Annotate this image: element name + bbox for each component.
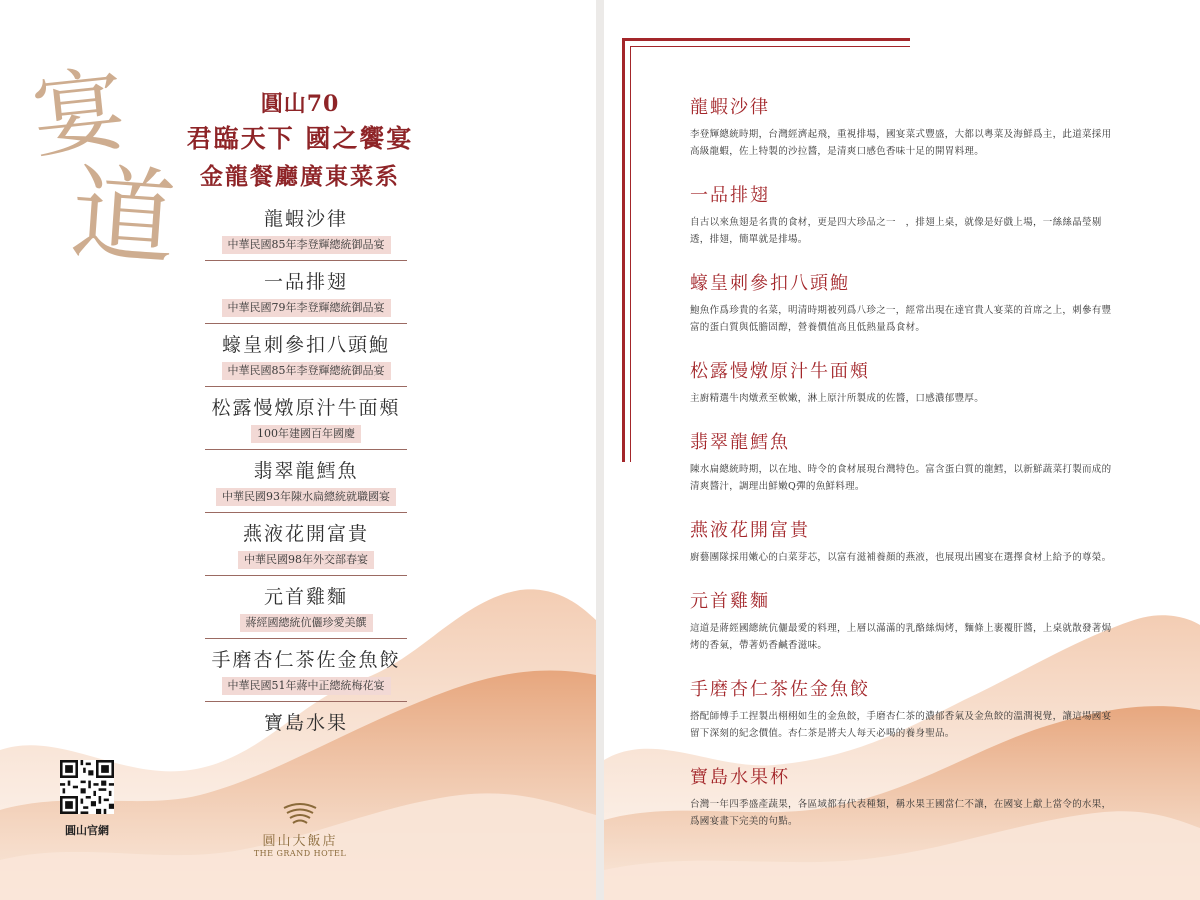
dish-name: 松露慢燉原汁牛面頰 — [211, 397, 401, 419]
dish-occasion: 蔣經國總統伉儷珍愛美饌 — [240, 614, 373, 632]
description-item — [690, 588, 1120, 654]
description-title: 元首雞麵 — [690, 591, 770, 612]
dish-occasion: 中華民國51年蔣中正總統梅花宴 — [222, 677, 391, 695]
title-line-3: 金龍餐廳廣東菜系 — [200, 163, 400, 190]
description-text: 李登輝總統時期，台灣經濟起飛，重視排場，國宴菜式豐盛，大都以粵菜及海鮮爲主，此道菜採用高級龍蝦，佐上特製的沙拉醬，是清爽口感色香味十足的開胃料理。 — [690, 129, 1112, 157]
dish-name: 蠔皇刺參扣八頭鮑 — [221, 334, 390, 356]
dish-name: 燕液花開富貴 — [242, 523, 369, 545]
dish-name: 翡翠龍鱈魚 — [253, 460, 359, 482]
description-text: 自古以來魚翅是名貴的食材，更是四大珍品之一 ，排翅上桌，就像是好戲上場，一絲絲晶瑩剔透，排翅，簡單就是排場。 — [690, 217, 1102, 245]
description-item — [690, 429, 1120, 495]
dish-item — [195, 646, 417, 702]
description-text: 搭配師傅手工捏製出栩栩如生的金魚餃，手磨杏仁茶的濃郁香氣及金魚餃的溫潤視覺，讓這場國宴留下深刻的紀念價值。杏仁茶是將夫人每天必喝的養身聖品。 — [690, 711, 1112, 739]
calligraphy-char-1: 宴 — [27, 55, 131, 172]
divider — [205, 512, 407, 513]
dish-occasion: 中華民國79年李登輝總統御品宴 — [222, 299, 391, 317]
description-text: 陳水扁總統時期，以在地、時令的食材展現台灣特色。富含蛋白質的龍鱈，以新鮮蔬菜打製而成的清爽醬汁，調理出鮮嫩Q彈的魚鮮料理。 — [690, 464, 1112, 492]
hotel-roof-icon — [280, 798, 320, 826]
description-text: 主廚精選牛肉燉煮至軟嫩，淋上原汁所製成的佐醬，口感濃郁豐厚。 — [690, 393, 985, 404]
dish-item — [195, 583, 417, 639]
divider — [205, 701, 407, 702]
description-item — [690, 358, 1120, 407]
description-item — [690, 182, 1120, 248]
description-item — [690, 517, 1120, 566]
frame-left-inner — [630, 46, 631, 462]
dish-occasion: 中華民國98年外交部春宴 — [238, 551, 374, 569]
description-title: 蠔皇刺參扣八頭鮑 — [690, 273, 850, 294]
title-line-1: 圓山70 — [260, 91, 340, 117]
dish-name: 龍蝦沙律 — [263, 208, 348, 230]
divider — [205, 575, 407, 576]
dish-item — [195, 331, 417, 387]
description-title: 一品排翅 — [690, 185, 770, 206]
description-item — [690, 270, 1120, 336]
dish-item — [195, 709, 417, 737]
description-title: 寶島水果杯 — [690, 767, 790, 788]
dish-item — [195, 268, 417, 324]
description-item — [690, 764, 1120, 830]
divider — [205, 260, 407, 261]
frame-top-outer — [622, 38, 910, 41]
divider — [205, 323, 407, 324]
qr-code-block[interactable] — [58, 760, 116, 838]
description-text: 鮑魚作爲珍貴的名菜，明清時期被列爲八珍之一，經常出現在達官貴人宴菜的首席之上，刺參有豐富的蛋白質與低膽固醇，營養價值高且低熱量爲食材。 — [690, 305, 1112, 333]
description-title: 燕液花開富貴 — [690, 520, 810, 541]
dish-item — [195, 457, 417, 513]
dish-occasion: 中華民國85年李登輝總統御品宴 — [222, 362, 391, 380]
description-title: 翡翠龍鱈魚 — [690, 432, 790, 453]
dish-occasion: 100年建國百年國慶 — [251, 425, 361, 443]
divider — [205, 638, 407, 639]
hotel-name-en: THE GRAND HOTEL — [253, 849, 347, 858]
dish-occasion: 中華民國93年陳水扁總統就職國宴 — [216, 488, 396, 506]
calligraphy-char-2: 道 — [67, 151, 180, 281]
description-item — [690, 94, 1120, 160]
hotel-name-cn: 圓山大飯店 — [262, 834, 338, 849]
dish-name: 一品排翅 — [263, 271, 348, 293]
hotel-logo — [252, 798, 348, 858]
description-text: 台灣一年四季盛產蔬果，各區域都有代表種類，稱水果王國當仁不讓，在國宴上獻上當令的水果，爲國宴畫下完美的句點。 — [690, 799, 1112, 827]
description-text: 廚藝團隊採用嫩心的白菜芽芯，以富有滋補養顏的燕液，也展現出國宴在選擇食材上給予的尊榮。 — [690, 552, 1112, 563]
dish-name: 寶島水果 — [263, 712, 348, 734]
dish-item — [195, 520, 417, 576]
divider — [205, 386, 407, 387]
frame-top-inner — [630, 46, 910, 47]
title-line-2: 君臨天下 國之饗宴 — [186, 124, 414, 153]
dish-descriptions — [690, 94, 1120, 852]
description-title: 龍蝦沙律 — [690, 97, 770, 118]
description-title: 手磨杏仁茶佐金魚餃 — [690, 679, 870, 700]
description-text: 這道是蔣經國總統伉儷最愛的料理，上層以滿滿的乳酪絲焗烤，麵條上裹覆肝醬，上桌就散發著焗烤的香氣，帶著奶香鹹香滋味。 — [690, 623, 1112, 651]
divider — [205, 449, 407, 450]
dish-item — [195, 394, 417, 450]
dish-occasion: 中華民國85年李登輝總統御品宴 — [222, 236, 391, 254]
menu-right-page — [604, 0, 1200, 900]
description-title: 松露慢燉原汁牛面頰 — [690, 361, 870, 382]
dish-name: 元首雞麵 — [263, 586, 348, 608]
dish-item — [195, 205, 417, 261]
dish-name: 手磨杏仁茶佐金魚餃 — [211, 649, 401, 671]
qr-code-label: 圓山官網 — [65, 824, 109, 837]
menu-title — [150, 90, 450, 194]
dish-list — [195, 205, 417, 737]
qr-code-icon[interactable] — [60, 760, 114, 814]
description-item — [690, 676, 1120, 742]
frame-left-outer — [622, 38, 625, 462]
menu-left-page — [0, 0, 596, 900]
